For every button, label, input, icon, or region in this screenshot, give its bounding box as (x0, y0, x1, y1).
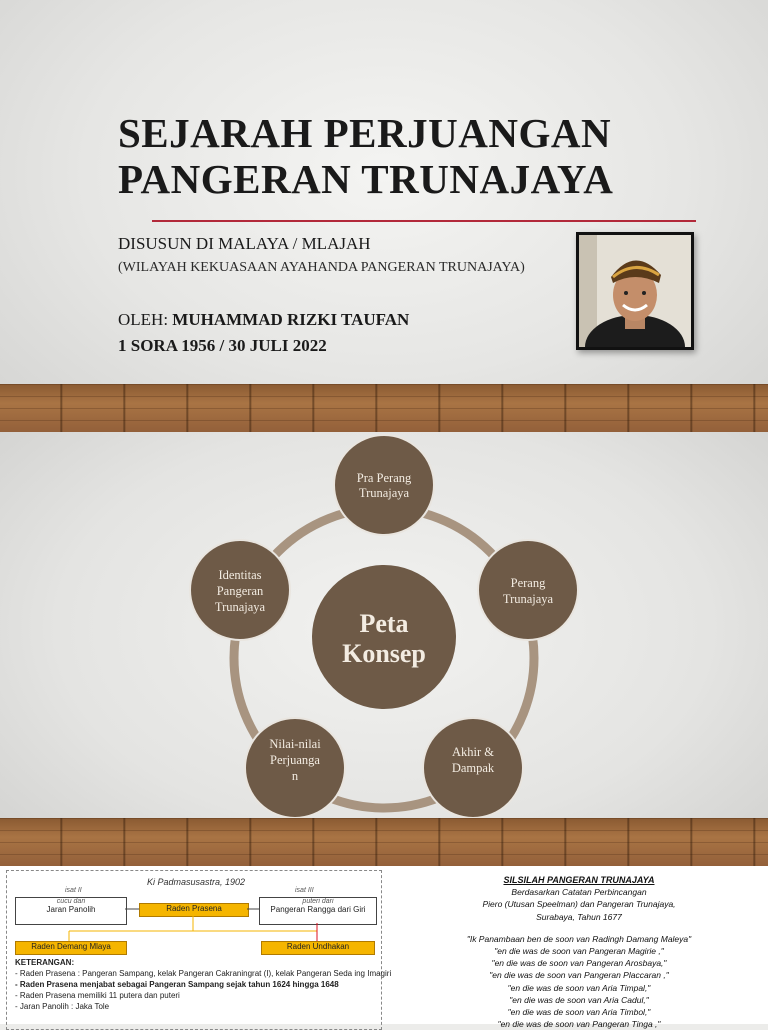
svg-text:Akhir &: Akhir & (451, 745, 495, 759)
genealogy-line: "en die was de soon van Aria Timbol," (507, 1007, 651, 1018)
genealogy-line: Piero (Utusan Speelman) dan Pangeran Trunajaya, (482, 899, 676, 910)
svg-text:Nilai-nilai: Nilai-nilai (269, 737, 321, 751)
svg-text:Trunajaya: Trunajaya (214, 600, 266, 614)
wood-floor (0, 384, 768, 432)
genealogy-line: "en die was de soon van Aria Cadul," (509, 994, 649, 1005)
genealogy-line: "en die was de soon van Pangeran Magirie ," (494, 946, 664, 957)
chart-source-title: Ki Padmasusastra, 1902 (147, 877, 246, 887)
author-photo (576, 232, 694, 350)
title-line-1: SEJARAH PERJUANGAN (118, 110, 612, 156)
node-identitas (190, 540, 290, 640)
concept-map-diagram (0, 432, 768, 866)
genealogy-line: "en die was de soon van Pangeran Tinga ," (497, 1019, 661, 1030)
author-line (118, 310, 409, 330)
svg-text:Perang: Perang (510, 576, 546, 590)
chart-notes (15, 957, 392, 1012)
box3-label: isat III (295, 887, 314, 894)
node-perang (478, 540, 578, 640)
note-line: - Raden Prasena : Pangeran Sampang, kelak Pangeran Cakraningrat (I), kelak Pangeran Seda ing Imagiri (15, 969, 392, 978)
center-line-1: Peta (359, 609, 409, 638)
box-pangeran-rangga: puteri dari Pangeran Rangga dari Giri (259, 897, 377, 925)
note-line: - Jaran Panolih : Jaka Tole (15, 1002, 110, 1011)
box-jaran-panolih: cucu dari Jaran Panolih (15, 897, 127, 925)
genealogy-line: Surabaya, Tahun 1677 (536, 911, 622, 922)
svg-text:Pangeran: Pangeran (216, 584, 264, 598)
genealogy-line: Berdasarkan Catatan Perbincangan (511, 887, 647, 898)
svg-text:Dampak: Dampak (451, 761, 495, 775)
box1-label: isat II (65, 887, 82, 894)
node-pra-perang (334, 435, 434, 535)
node-akhir-dampak (423, 718, 523, 818)
notes-title: KETERANGAN: (15, 958, 75, 967)
note-line: - Raden Prasena memiliki 11 putera dan puteri (15, 991, 180, 1000)
node-nilai-perjuangan (245, 718, 345, 818)
genealogy-line: "en die was de soon van Pangeran Arosbaya," (491, 958, 667, 969)
svg-text:Perjuanga: Perjuanga (270, 753, 320, 767)
svg-text:Trunajaya: Trunajaya (358, 486, 410, 500)
genealogy-line: "en die was de soon van Aria Timpal," (507, 982, 651, 993)
title-line-2: PANGERAN TRUNAJAYA (118, 156, 614, 202)
author-name: MUHAMMAD RIZKI TAUFAN (172, 310, 410, 329)
svg-text:Identitas: Identitas (218, 568, 262, 582)
subtitle-note: (WILAYAH KEKUASAAN AYAHANDA PANGERAN TRUNAJAYA) (118, 260, 525, 275)
genealogy-title: SILSILAH PANGERAN TRUNAJAYA (503, 875, 655, 885)
genealogy-line: "Ik Panambaan ben de soon van Radingh Damang Maleya" (466, 933, 692, 944)
genealogy-text-trunajaya (396, 870, 762, 1030)
author-prefix: OLEH: (118, 310, 169, 329)
title-divider (152, 220, 696, 222)
note-line: - Raden Prasena menjabat sebagai Pangeran Sampang sejak tahun 1624 hingga 1648 (15, 980, 339, 989)
svg-text:Trunajaya: Trunajaya (502, 592, 554, 606)
svg-text:Pra Perang: Pra Perang (356, 471, 412, 485)
center-line-2: Konsep (342, 639, 426, 668)
wood-floor (0, 818, 768, 866)
date-line: 1 SORA 1956 / 30 JULI 2022 (118, 336, 327, 355)
box-raden-undhakan: Raden Undhakan (261, 941, 375, 955)
genealogy-chart-padmasusastra (6, 870, 392, 1030)
genealogy-spacer (396, 923, 762, 933)
genealogy-line: "en die was de soon van Pangeran Placcaran ," (489, 970, 669, 981)
chart-connectors (7, 871, 383, 961)
slide-title (118, 110, 678, 202)
box-raden-prasena: Raden Prasena (139, 903, 249, 917)
box-raden-demang-mlaya: Raden Demang Mlaya (15, 941, 127, 955)
title-slide (0, 0, 768, 432)
subtitle-place: DISUSUN DI MALAYA / MLAJAH (118, 234, 371, 253)
genealogy-slide (0, 866, 768, 1030)
concept-map-slide (0, 432, 768, 866)
svg-text:n: n (291, 769, 299, 783)
